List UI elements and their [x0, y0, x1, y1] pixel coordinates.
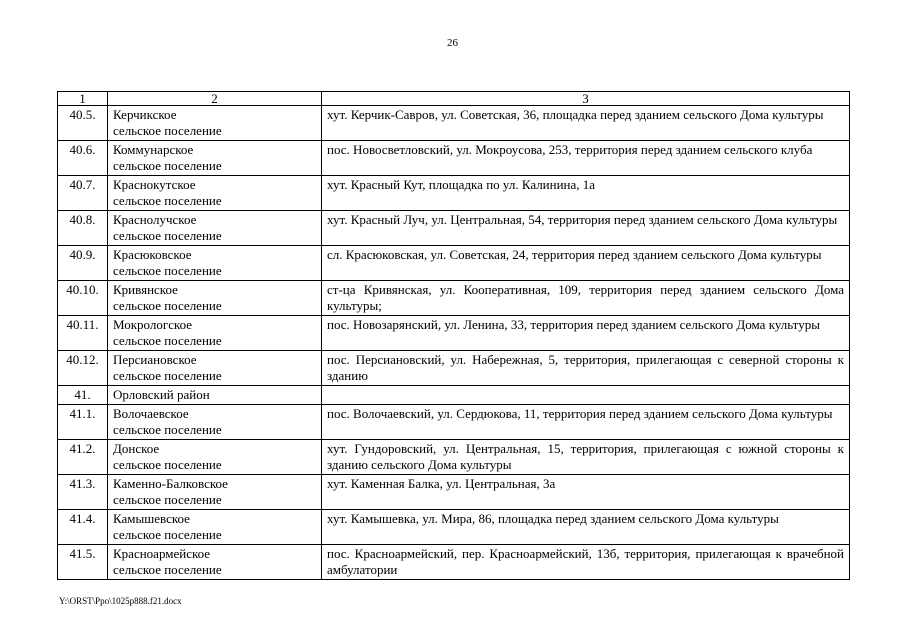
address-cell: пос. Красноармейский, пер. Красноармейский, 13б, территория, прилегающая к врачебной амбулатории [322, 545, 850, 580]
column-header: 1 [58, 92, 108, 106]
settlement-name-cell [108, 440, 322, 475]
table-row [58, 281, 850, 316]
table-row [58, 510, 850, 545]
table-row [58, 545, 850, 580]
settlement-name: Краснокутское [113, 177, 196, 192]
settlement-type: сельское поселение [113, 228, 222, 243]
row-number: 40.11. [58, 316, 108, 351]
file-path-footer: Y:\ORST\Ppo\1025p888.f21.docx [59, 596, 182, 606]
address-cell: хут. Красный Кут, площадка по ул. Калинина, 1а [322, 176, 850, 211]
settlement-name: Орловский район [113, 387, 210, 402]
settlement-name: Каменно-Балковское [113, 476, 228, 491]
column-header: 2 [108, 92, 322, 106]
address-cell: пос. Новозарянский, ул. Ленина, 33, территория перед зданием сельского Дома культуры [322, 316, 850, 351]
row-number: 41.5. [58, 545, 108, 580]
address-cell: хут. Камышевка, ул. Мира, 86, площадка перед зданием сельского Дома культуры [322, 510, 850, 545]
settlement-name: Волочаевское [113, 406, 189, 421]
document-table [57, 91, 850, 580]
address-cell: сл. Красюковская, ул. Советская, 24, территория перед зданием сельского Дома культуры [322, 246, 850, 281]
settlement-name-cell [108, 545, 322, 580]
settlement-type: сельское поселение [113, 527, 222, 542]
settlement-type: сельское поселение [113, 263, 222, 278]
row-number: 41.2. [58, 440, 108, 475]
column-header: 3 [322, 92, 850, 106]
settlement-name-cell [108, 316, 322, 351]
settlement-type: сельское поселение [113, 158, 222, 173]
address-cell: пос. Волочаевский, ул. Сердюкова, 11, территория перед зданием сельского Дома культуры [322, 405, 850, 440]
settlement-name-cell [108, 211, 322, 246]
table-row [58, 141, 850, 176]
row-number: 40.5. [58, 106, 108, 141]
settlement-name: Краснолучское [113, 212, 197, 227]
table-row [58, 211, 850, 246]
settlement-name: Коммунарское [113, 142, 194, 157]
row-number: 41.4. [58, 510, 108, 545]
table-row [58, 176, 850, 211]
table-row [58, 351, 850, 386]
row-number: 40.7. [58, 176, 108, 211]
row-number: 41. [58, 386, 108, 405]
settlement-type: сельское поселение [113, 123, 222, 138]
settlement-name-cell [108, 176, 322, 211]
address-cell: хут. Керчик-Савров, ул. Советская, 36, площадка перед зданием сельского Дома культуры [322, 106, 850, 141]
settlement-name: Красноармейское [113, 546, 211, 561]
row-number: 41.1. [58, 405, 108, 440]
settlement-type: сельское поселение [113, 457, 222, 472]
row-number: 40.6. [58, 141, 108, 176]
row-number: 40.8. [58, 211, 108, 246]
address-cell [322, 386, 850, 405]
settlement-type: сельское поселение [113, 492, 222, 507]
address-cell: ст-ца Кривянская, ул. Кооперативная, 109, территория перед зданием сельского Дома культуры; [322, 281, 850, 316]
settlement-type: сельское поселение [113, 333, 222, 348]
page-number: 26 [447, 37, 458, 49]
settlement-name-cell [108, 386, 322, 405]
table-row [58, 246, 850, 281]
table-row [58, 386, 850, 405]
table-row [58, 440, 850, 475]
table-row [58, 316, 850, 351]
settlement-name-cell [108, 281, 322, 316]
address-cell: хут. Гундоровский, ул. Центральная, 15, территория, прилегающая с южной стороны к зданию сельского Дома культуры [322, 440, 850, 475]
settlement-type: сельское поселение [113, 298, 222, 313]
settlement-type: сельское поселение [113, 422, 222, 437]
table-header-row [58, 92, 850, 106]
settlement-name-cell [108, 106, 322, 141]
settlement-name: Камышевское [113, 511, 190, 526]
row-number: 40.9. [58, 246, 108, 281]
address-cell: хут. Красный Луч, ул. Центральная, 54, территория перед зданием сельского Дома культуры [322, 211, 850, 246]
settlement-name: Персиановское [113, 352, 197, 367]
address-cell: хут. Каменная Балка, ул. Центральная, 3а [322, 475, 850, 510]
settlement-name: Кривянское [113, 282, 178, 297]
settlement-name-cell [108, 246, 322, 281]
settlement-type: сельское поселение [113, 193, 222, 208]
settlement-name: Керчикское [113, 107, 177, 122]
table-body [58, 92, 850, 580]
settlement-name: Красюковское [113, 247, 192, 262]
table-row [58, 475, 850, 510]
settlement-name: Мокрологское [113, 317, 193, 332]
row-number: 40.10. [58, 281, 108, 316]
table-row [58, 405, 850, 440]
address-cell: пос. Новосветловский, ул. Мокроусова, 253, территория перед зданием сельского клуба [322, 141, 850, 176]
settlement-name: Донское [113, 441, 160, 456]
settlement-name-cell [108, 510, 322, 545]
row-number: 40.12. [58, 351, 108, 386]
settlement-type: сельское поселение [113, 562, 222, 577]
settlement-name-cell [108, 405, 322, 440]
address-cell: пос. Персиановский, ул. Набережная, 5, территория, прилегающая с северной стороны к зданию [322, 351, 850, 386]
settlement-name-cell [108, 475, 322, 510]
row-number: 41.3. [58, 475, 108, 510]
settlement-name-cell [108, 141, 322, 176]
settlement-type: сельское поселение [113, 368, 222, 383]
settlement-name-cell [108, 351, 322, 386]
table-row [58, 106, 850, 141]
